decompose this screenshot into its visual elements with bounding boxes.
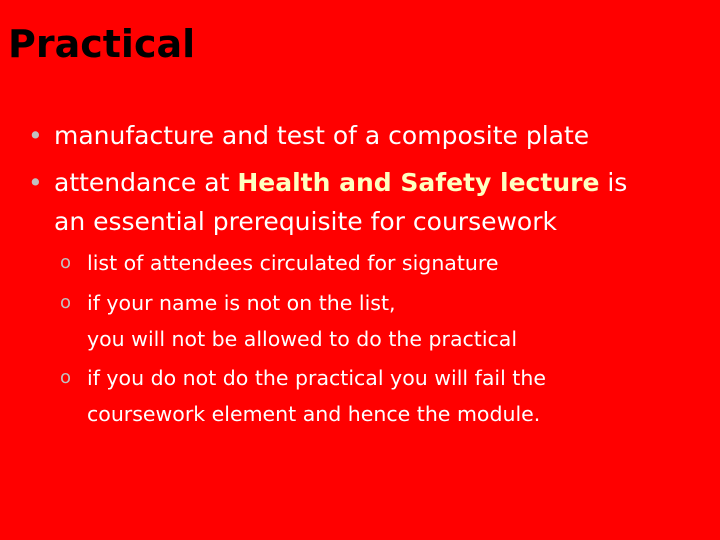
sub-bullet-name-not-listed [60,285,680,357]
circle-bullet-icon: o [60,292,72,313]
sub-bullet-line: if you do not do the practical you will fail the [87,366,546,390]
sub-bullet-line: coursework element and hence the module. [87,402,541,426]
bullet-item-health-safety [28,163,708,241]
sub-bullet-attendees [60,245,680,281]
sub-bullet-text [87,360,677,432]
sub-bullet-text [87,285,677,357]
bullet-icon: • [28,168,43,197]
circle-bullet-icon: o [60,252,72,273]
bullet-line [54,163,704,202]
sub-bullet-line: list of attendees circulated for signature [87,251,499,275]
circle-bullet-icon: o [60,367,72,388]
sub-bullet-text [87,245,677,281]
bullet-icon: • [28,121,43,150]
slide-title: Practical [8,22,196,66]
bullet-text [54,163,704,241]
bullet-item-composite-plate [28,116,708,155]
bullet-text: manufacture and test of a composite plate [54,121,590,150]
health-safety-highlight: Health and Safety lecture [237,168,600,197]
bullet-line: an essential prerequisite for coursework [54,207,557,236]
bullet-prefix: attendance at [54,168,238,197]
sub-bullet-fail-module [60,360,680,432]
sub-bullet-line: if your name is not on the list, [87,291,396,315]
sub-bullet-line: you will not be allowed to do the practical [87,327,518,351]
bullet-suffix: is [599,168,628,197]
